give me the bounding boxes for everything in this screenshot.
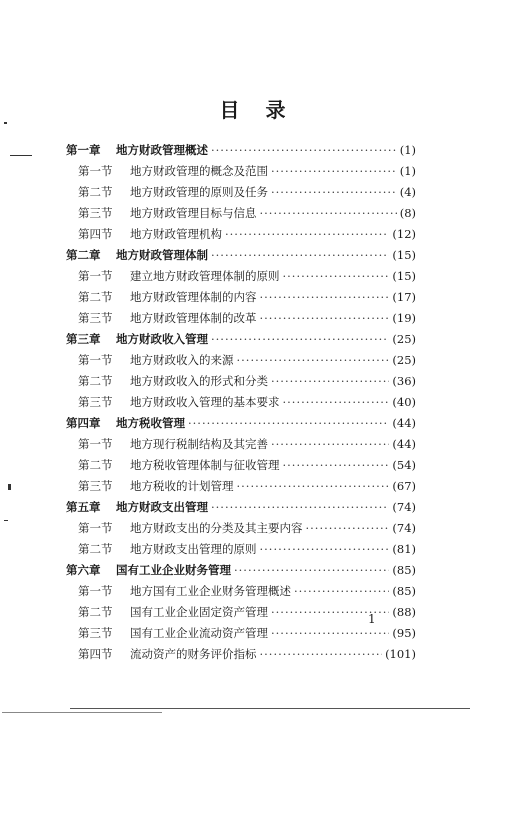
toc-section-row	[66, 371, 416, 392]
toc-entry-number: 第六章	[66, 563, 101, 577]
toc-entry-page: (44)	[392, 437, 416, 451]
toc-entry-number: 第三节	[78, 626, 113, 640]
toc-section-row	[66, 539, 416, 560]
toc-entry-number: 第二节	[78, 458, 113, 472]
toc-entry-title: 地方财政管理体制	[116, 248, 208, 262]
scan-mark	[8, 484, 11, 490]
dot-leader	[271, 434, 389, 455]
toc-entry-number: 第一章	[66, 143, 101, 157]
toc-entry-title: 国有工业企业财务管理	[116, 563, 231, 577]
toc-entry-number: 第二章	[66, 248, 101, 262]
toc-section-row	[66, 455, 416, 476]
toc-section-row	[66, 203, 416, 224]
toc-entry-title: 地方税收管理体制与征收管理	[130, 458, 280, 472]
toc-entry-page: (1)	[399, 164, 416, 178]
toc-entry-title: 地方财政收入的来源	[130, 353, 234, 367]
toc-entry-number: 第四章	[66, 416, 101, 430]
toc-entry-page: (17)	[392, 290, 416, 304]
toc-entry-number: 第一节	[78, 584, 113, 598]
toc-entry-page: (85)	[392, 563, 416, 577]
dot-leader	[237, 476, 390, 497]
toc-entry-title: 建立地方财政管理体制的原则	[130, 269, 280, 283]
toc-entry-number: 第一节	[78, 521, 113, 535]
page-number: 1	[368, 612, 376, 626]
dot-leader	[211, 245, 389, 266]
toc-entry-title: 地方财政管理的概念及范围	[130, 164, 268, 178]
toc-entry-title: 地方财政管理目标与信息	[130, 206, 257, 220]
toc-entry-page: (85)	[392, 584, 416, 598]
toc-entry-page: (4)	[399, 185, 416, 199]
dot-leader	[271, 182, 397, 203]
toc-section-row	[66, 161, 416, 182]
dot-leader	[306, 518, 390, 539]
dot-leader	[260, 287, 390, 308]
toc-entry-page: (74)	[392, 500, 416, 514]
toc-entry-title: 地方财政支出管理	[116, 500, 208, 514]
toc-entry-number: 第一节	[78, 353, 113, 367]
toc-entry-page: (74)	[392, 521, 416, 535]
toc-entry-title: 地方财政支出管理的原则	[130, 542, 257, 556]
scan-mark	[4, 520, 8, 521]
dot-leader	[260, 539, 390, 560]
dot-leader	[283, 392, 390, 413]
toc-entry-title: 地方财政收入管理的基本要求	[130, 395, 280, 409]
dot-leader	[294, 581, 389, 602]
toc-section-row	[66, 308, 416, 329]
toc-chapter-row	[66, 497, 416, 518]
table-of-contents	[66, 140, 416, 665]
dot-leader	[283, 455, 390, 476]
toc-entry-page: (40)	[392, 395, 416, 409]
dot-leader	[283, 266, 390, 287]
toc-entry-number: 第五章	[66, 500, 101, 514]
toc-entry-title: 地方财政收入的形式和分类	[130, 374, 268, 388]
toc-section-row	[66, 476, 416, 497]
toc-entry-page: (15)	[392, 269, 416, 283]
toc-entry-number: 第二节	[78, 185, 113, 199]
toc-entry-number: 第三节	[78, 311, 113, 325]
page-title: 目录	[219, 98, 312, 122]
toc-entry-title: 地方财政收入管理	[116, 332, 208, 346]
toc-entry-title: 地方财政管理体制的内容	[130, 290, 257, 304]
toc-section-row	[66, 350, 416, 371]
dot-leader	[260, 203, 397, 224]
toc-entry-number: 第二节	[78, 605, 113, 619]
toc-entry-number: 第三章	[66, 332, 101, 346]
dot-leader	[260, 644, 383, 665]
toc-entry-title: 国有工业企业流动资产管理	[130, 626, 268, 640]
toc-chapter-row	[66, 560, 416, 581]
toc-entry-page: (81)	[392, 542, 416, 556]
toc-entry-title: 流动资产的财务评价指标	[130, 647, 257, 661]
toc-chapter-row	[66, 140, 416, 161]
toc-entry-title: 地方财政管理的原则及任务	[130, 185, 268, 199]
scan-edge-line	[70, 708, 470, 709]
dot-leader	[225, 224, 389, 245]
dot-leader	[260, 308, 390, 329]
toc-entry-page: (67)	[392, 479, 416, 493]
toc-entry-number: 第三节	[78, 395, 113, 409]
toc-section-row	[66, 392, 416, 413]
toc-entry-title: 地方税收管理	[116, 416, 185, 430]
toc-entry-title: 国有工业企业固定资产管理	[130, 605, 268, 619]
toc-entry-page: (15)	[392, 248, 416, 262]
toc-entry-number: 第二节	[78, 290, 113, 304]
toc-entry-number: 第四节	[78, 227, 113, 241]
toc-entry-number: 第二节	[78, 542, 113, 556]
toc-entry-title: 地方财政管理机构	[130, 227, 222, 241]
toc-entry-title: 地方财政支出的分类及其主要内容	[130, 521, 303, 535]
toc-entry-title: 地方财政管理体制的改革	[130, 311, 257, 325]
toc-section-row	[66, 581, 416, 602]
toc-entry-title: 地方财政管理概述	[116, 143, 208, 157]
dot-leader	[271, 371, 389, 392]
toc-section-row	[66, 623, 416, 644]
toc-entry-number: 第一节	[78, 164, 113, 178]
toc-entry-number: 第三节	[78, 206, 113, 220]
dot-leader	[211, 497, 389, 518]
dot-leader	[211, 140, 397, 161]
toc-entry-page: (95)	[392, 626, 416, 640]
toc-entry-title: 地方现行税制结构及其完善	[130, 437, 268, 451]
toc-entry-page: (1)	[399, 143, 416, 157]
toc-chapter-row	[66, 245, 416, 266]
toc-entry-number: 第三节	[78, 479, 113, 493]
toc-entry-page: (54)	[392, 458, 416, 472]
toc-entry-page: (44)	[392, 416, 416, 430]
toc-entry-page: (19)	[392, 311, 416, 325]
toc-entry-page: (25)	[392, 332, 416, 346]
scan-edge-line	[2, 712, 162, 713]
dot-leader	[234, 560, 389, 581]
toc-section-row	[66, 287, 416, 308]
toc-entry-title: 地方税收的计划管理	[130, 479, 234, 493]
dot-leader	[188, 413, 389, 434]
toc-entry-page: (12)	[392, 227, 416, 241]
dot-leader	[237, 350, 390, 371]
toc-section-row	[66, 266, 416, 287]
scan-mark	[10, 155, 32, 156]
toc-section-row	[66, 518, 416, 539]
toc-entry-number: 第一节	[78, 437, 113, 451]
dot-leader	[211, 329, 389, 350]
toc-section-row	[66, 602, 416, 623]
dot-leader	[271, 623, 389, 644]
toc-entry-page: (25)	[392, 353, 416, 367]
dot-leader	[271, 161, 397, 182]
toc-section-row	[66, 434, 416, 455]
toc-entry-number: 第四节	[78, 647, 113, 661]
toc-entry-page: (36)	[392, 374, 416, 388]
toc-entry-title: 地方国有工业企业财务管理概述	[130, 584, 291, 598]
toc-chapter-row	[66, 413, 416, 434]
toc-entry-number: 第一节	[78, 269, 113, 283]
scan-mark	[4, 122, 7, 124]
toc-section-row	[66, 644, 416, 665]
toc-entry-page: (8)	[399, 206, 416, 220]
toc-section-row	[66, 224, 416, 245]
toc-chapter-row	[66, 329, 416, 350]
toc-entry-page: (101)	[385, 647, 416, 661]
toc-entry-number: 第二节	[78, 374, 113, 388]
toc-entry-page: (88)	[392, 605, 416, 619]
toc-section-row	[66, 182, 416, 203]
